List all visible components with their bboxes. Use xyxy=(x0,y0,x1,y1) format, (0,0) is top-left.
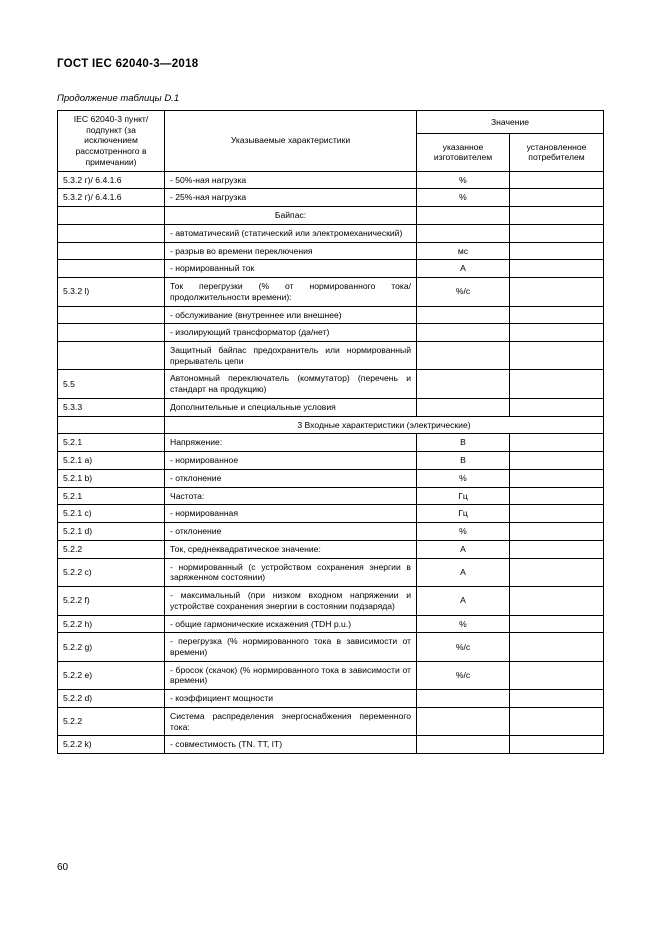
cell-characteristic: Автономный переключатель (коммутатор) (перечень и стандарт на продукцию) xyxy=(165,370,417,398)
table-row xyxy=(58,207,604,225)
table-row xyxy=(58,189,604,207)
cell-manufacturer-value[interactable]: А xyxy=(417,587,510,615)
cell-characteristic: - изолирующий трансформатор (да/нет) xyxy=(165,324,417,342)
cell-customer-value[interactable] xyxy=(510,224,604,242)
cell-characteristic: - 50%-ная нагрузка xyxy=(165,171,417,189)
cell-clause: 5.3.3 xyxy=(58,398,165,416)
cell-manufacturer-value[interactable] xyxy=(417,736,510,754)
cell-characteristic: - максимальный (при низком входном напряжении и устройстве сохранения энергии в состоянии подзаряда) xyxy=(165,587,417,615)
table-row xyxy=(58,342,604,370)
cell-characteristic: Частота: xyxy=(165,487,417,505)
cell-section-title: 3 Входные характеристики (электрические) xyxy=(165,416,604,434)
cell-clause: 5.2.1 c) xyxy=(58,505,165,523)
cell-characteristic: - нормированный ток xyxy=(165,260,417,278)
cell-manufacturer-value[interactable]: А xyxy=(417,260,510,278)
cell-clause: 5.5 xyxy=(58,370,165,398)
cell-characteristic: Дополнительные и специальные условия xyxy=(165,398,417,416)
header-manufacturer-column: указанное изготовителем xyxy=(417,134,510,171)
cell-characteristic: Ток перегрузки (% от нормированного тока/продолжительности времени): xyxy=(165,278,417,306)
cell-manufacturer-value[interactable]: мс xyxy=(417,242,510,260)
cell-characteristic: - коэффициент мощности xyxy=(165,690,417,708)
cell-customer-value[interactable] xyxy=(510,370,604,398)
cell-characteristic: - общие гармонические искажения (TDH p.u.) xyxy=(165,615,417,633)
cell-characteristic: Ток, среднеквадратическое значение: xyxy=(165,540,417,558)
cell-characteristic: - отклонение xyxy=(165,469,417,487)
page-title: ГОСТ IEC 62040-3—2018 xyxy=(57,58,199,70)
cell-characteristic: Байпас: xyxy=(165,207,417,225)
table-continuation-label: Продолжение таблицы D.1 xyxy=(57,93,180,104)
specification-table xyxy=(57,110,604,754)
table-row xyxy=(58,171,604,189)
table-row xyxy=(58,505,604,523)
cell-clause: 5.2.2 xyxy=(58,540,165,558)
cell-clause: 5.3.2 г)/ 6.4.1.6 xyxy=(58,171,165,189)
cell-manufacturer-value[interactable] xyxy=(417,207,510,225)
cell-manufacturer-value[interactable]: % xyxy=(417,615,510,633)
cell-clause: 5.2.2 f) xyxy=(58,587,165,615)
cell-manufacturer-value[interactable]: А xyxy=(417,540,510,558)
cell-customer-value[interactable] xyxy=(510,207,604,225)
table-row xyxy=(58,487,604,505)
table-row xyxy=(58,416,604,434)
table-row xyxy=(58,370,604,398)
cell-clause xyxy=(58,224,165,242)
table-row xyxy=(58,469,604,487)
cell-customer-value[interactable] xyxy=(510,324,604,342)
cell-characteristic: - отклонение xyxy=(165,523,417,541)
cell-customer-value[interactable] xyxy=(510,452,604,470)
cell-characteristic: - 25%-ная нагрузка xyxy=(165,189,417,207)
table-row xyxy=(58,558,604,586)
cell-customer-value[interactable] xyxy=(510,505,604,523)
cell-manufacturer-value[interactable]: Гц xyxy=(417,487,510,505)
cell-characteristic: - бросок (скачок) (% нормированного тока в зависимости от времени) xyxy=(165,661,417,689)
cell-clause: 5.2.2 d) xyxy=(58,690,165,708)
cell-customer-value[interactable] xyxy=(510,540,604,558)
cell-clause: 5.3.2 г)/ 6.4.1.6 xyxy=(58,189,165,207)
cell-characteristic: - нормированный (с устройством сохранения энергии в заряженном состоянии) xyxy=(165,558,417,586)
cell-manufacturer-value[interactable] xyxy=(417,342,510,370)
cell-manufacturer-value[interactable]: % xyxy=(417,469,510,487)
cell-customer-value[interactable] xyxy=(510,487,604,505)
cell-customer-value[interactable] xyxy=(510,736,604,754)
cell-clause: 5.2.2 xyxy=(58,707,165,735)
cell-clause: 5.2.2 k) xyxy=(58,736,165,754)
table-row xyxy=(58,398,604,416)
cell-clause: 5.3.2 l) xyxy=(58,278,165,306)
page-number: 60 xyxy=(57,862,69,873)
cell-manufacturer-value[interactable]: В xyxy=(417,434,510,452)
cell-customer-value[interactable] xyxy=(510,469,604,487)
cell-customer-value[interactable] xyxy=(510,587,604,615)
cell-clause xyxy=(58,306,165,324)
table-row xyxy=(58,587,604,615)
cell-customer-value[interactable] xyxy=(510,306,604,324)
cell-characteristic: - нормированное xyxy=(165,452,417,470)
cell-clause: 5.2.2 g) xyxy=(58,633,165,661)
cell-clause: 5.2.2 c) xyxy=(58,558,165,586)
cell-customer-value[interactable] xyxy=(510,260,604,278)
cell-characteristic: - совместимость (TN. TT, IT) xyxy=(165,736,417,754)
cell-manufacturer-value[interactable]: %/с xyxy=(417,278,510,306)
table-body xyxy=(58,171,604,753)
cell-manufacturer-value[interactable]: А xyxy=(417,558,510,586)
cell-customer-value[interactable] xyxy=(510,171,604,189)
cell-clause xyxy=(58,324,165,342)
cell-customer-value[interactable] xyxy=(510,398,604,416)
table-row xyxy=(58,615,604,633)
table-head-group xyxy=(58,111,604,172)
cell-clause: 5.2.1 xyxy=(58,434,165,452)
cell-clause xyxy=(58,416,165,434)
cell-clause: 5.2.2 h) xyxy=(58,615,165,633)
cell-characteristic: Защитный байпас предохранитель или нормированный прерыватель цепи xyxy=(165,342,417,370)
cell-manufacturer-value[interactable]: %/с xyxy=(417,633,510,661)
cell-customer-value[interactable] xyxy=(510,633,604,661)
table-row xyxy=(58,540,604,558)
cell-characteristic: Система распределения энергоснабжения переменного тока: xyxy=(165,707,417,735)
table-row xyxy=(58,523,604,541)
cell-customer-value[interactable] xyxy=(510,558,604,586)
cell-manufacturer-value[interactable]: Гц xyxy=(417,505,510,523)
cell-clause: 5.2.1 xyxy=(58,487,165,505)
cell-clause: 5.2.2 e) xyxy=(58,661,165,689)
cell-clause: 5.2.1 a) xyxy=(58,452,165,470)
cell-clause xyxy=(58,242,165,260)
table-row xyxy=(58,278,604,306)
cell-clause: 5.2.1 d) xyxy=(58,523,165,541)
cell-customer-value[interactable] xyxy=(510,707,604,735)
cell-manufacturer-value[interactable]: В xyxy=(417,452,510,470)
table-row xyxy=(58,434,604,452)
cell-customer-value[interactable] xyxy=(510,434,604,452)
cell-characteristic: - перегрузка (% нормированного тока в зависимости от времени) xyxy=(165,633,417,661)
cell-customer-value[interactable] xyxy=(510,690,604,708)
cell-customer-value[interactable] xyxy=(510,661,604,689)
header-clause-column: IEC 62040-3 пункт/подпункт (за исключением рассмотренного в примечании) xyxy=(58,111,165,172)
cell-manufacturer-value[interactable] xyxy=(417,306,510,324)
cell-clause xyxy=(58,260,165,278)
header-customer-column: установленное потребителем xyxy=(510,134,604,171)
cell-customer-value[interactable] xyxy=(510,278,604,306)
cell-characteristic: - автоматический (статический или электромеханический) xyxy=(165,224,417,242)
table-row xyxy=(58,242,604,260)
cell-manufacturer-value[interactable] xyxy=(417,224,510,242)
cell-manufacturer-value[interactable] xyxy=(417,707,510,735)
cell-customer-value[interactable] xyxy=(510,342,604,370)
cell-manufacturer-value[interactable] xyxy=(417,370,510,398)
cell-manufacturer-value[interactable]: %/с xyxy=(417,661,510,689)
table-row xyxy=(58,736,604,754)
table-row xyxy=(58,633,604,661)
cell-manufacturer-value[interactable] xyxy=(417,690,510,708)
table-row xyxy=(58,224,604,242)
table-row xyxy=(58,452,604,470)
table-row xyxy=(58,661,604,689)
cell-clause xyxy=(58,207,165,225)
table-row xyxy=(58,260,604,278)
table-row xyxy=(58,306,604,324)
cell-customer-value[interactable] xyxy=(510,189,604,207)
table-row xyxy=(58,707,604,735)
cell-clause xyxy=(58,342,165,370)
cell-clause: 5.2.1 b) xyxy=(58,469,165,487)
cell-manufacturer-value[interactable] xyxy=(417,398,510,416)
cell-characteristic: - обслуживание (внутреннее или внешнее) xyxy=(165,306,417,324)
header-characteristics-column: Указываемые характеристики xyxy=(165,111,417,172)
cell-manufacturer-value[interactable]: % xyxy=(417,523,510,541)
cell-customer-value[interactable] xyxy=(510,615,604,633)
cell-characteristic: - нормированная xyxy=(165,505,417,523)
cell-customer-value[interactable] xyxy=(510,523,604,541)
cell-characteristic: - разрыв во времени переключения xyxy=(165,242,417,260)
cell-manufacturer-value[interactable] xyxy=(417,324,510,342)
table-header-row xyxy=(58,111,604,134)
cell-manufacturer-value[interactable]: % xyxy=(417,189,510,207)
cell-manufacturer-value[interactable]: % xyxy=(417,171,510,189)
header-value-group: Значение xyxy=(417,111,604,134)
cell-customer-value[interactable] xyxy=(510,242,604,260)
table-row xyxy=(58,324,604,342)
table-row xyxy=(58,690,604,708)
cell-characteristic: Напряжение: xyxy=(165,434,417,452)
